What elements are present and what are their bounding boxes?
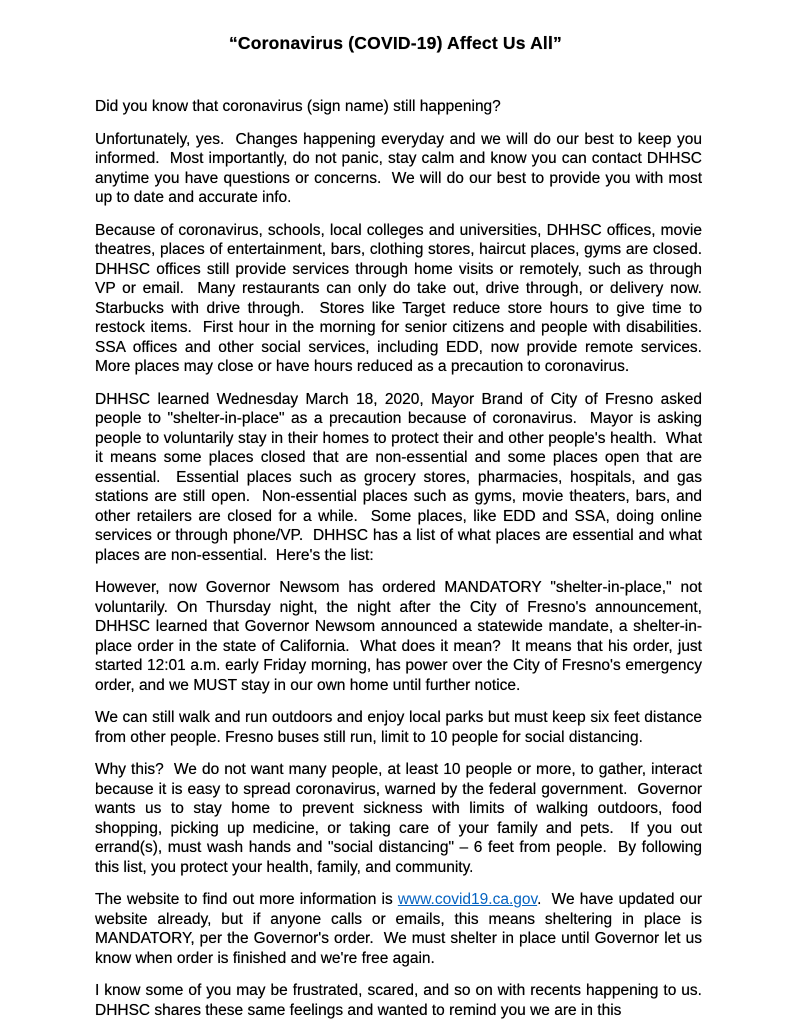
- paragraph-website: [95, 890, 707, 968]
- paragraph-intro-question: Did you know that coronavirus (sign name) still happening?: [95, 98, 501, 115]
- document-title: “Coronavirus (COVID-19) Affect Us All”: [228, 33, 563, 53]
- website-text-after: . We have updated our website already, but if anyone calls or emails, this means sheltering in place is MANDATORY, per the Governor's order. We must shelter in place until Governor let us know when order is finished and we're free again.: [95, 891, 707, 967]
- paragraph-why-this: Why this? We do not want many people, at least 10 people or more, to gather, interact because it is easy to spread coronavirus, warned by the federal government. Governor wants us to stay home to prevent sickness with limits of walking outdoors, food shopping, picking up medicine, or taking care of your family and pets. If you out errand(s), must wash hands and "social distancing" – 6 feet from people. By following this list, you protect your health, family, and community.: [95, 761, 707, 876]
- document-body: [95, 97, 715, 1020]
- paragraph-outdoors: We can still walk and run outdoors and enjoy local parks but must keep six feet distance from other people. Fresno buses still run, limit to 10 people for social distancing.: [95, 709, 707, 746]
- paragraph-mayor-shelter: DHHSC learned Wednesday March 18, 2020, Mayor Brand of City of Fresno asked people to "shelter-in-place" as a precaution because of coronavirus. Mayor is asking people to voluntarily stay in their homes to protect their and other people's health. What it means some places closed that are non-essential and some places open that are essential. Essential places such as grocery stores, pharmacies, hospitals, and gas stations are still open. Non-essential places such as gyms, movie theaters, bars, and other retailers are closed for a while. Some places, like EDD and SSA, doing online services or through phone/VP. DHHSC has a list of what places are essential and what places are non-essential. Here's the list:: [95, 390, 707, 564]
- paragraph-unfortunately: Unfortunately, yes. Changes happening everyday and we will do our best to keep you informed. Most importantly, do not panic, stay calm and know you can contact DHHSC anytime you have questions or concerns. We will do our best to provide you with most up to date and accurate info.: [95, 130, 707, 206]
- covid19-website-link[interactable]: www.covid19.ca.gov: [397, 891, 538, 908]
- paragraph-governor-mandate: However, now Governor Newsom has ordered MANDATORY "shelter-in-place," not voluntarily. On Thursday night, the night after the City of Fresno's announcement, DHHSC learned that Governor Newsom announced a statewide mandate, a shelter-in-place order in the state of California. What does it mean? It means that his order, just started 12:01 a.m. early Friday morning, has power over the City of Fresno's emergency order, and we MUST stay in our own home until further notice.: [95, 579, 707, 694]
- paragraph-closing: I know some of you may be frustrated, scared, and so on with recents happening to us. DHHSC shares these same feelings and wanted to remind you we are in this: [95, 982, 711, 1019]
- website-text-before: The website to find out more information is: [95, 891, 398, 908]
- paragraph-closures: Because of coronavirus, schools, local colleges and universities, DHHSC offices, movie theatres, places of entertainment, bars, clothing stores, haircut places, gyms are closed. DHHSC offices still provide services through home visits or remotely, such as through VP or email. Many restaurants can only do take out, drive through, or delivery now. Starbucks with drive through. Stores like Target reduce store hours to give time to restock items. First hour in the morning for senior citizens and people with disabilities. SSA offices and other social services, including EDD, now provide remote services. More places may close or have hours reduced as a precaution to coronavirus.: [95, 221, 715, 375]
